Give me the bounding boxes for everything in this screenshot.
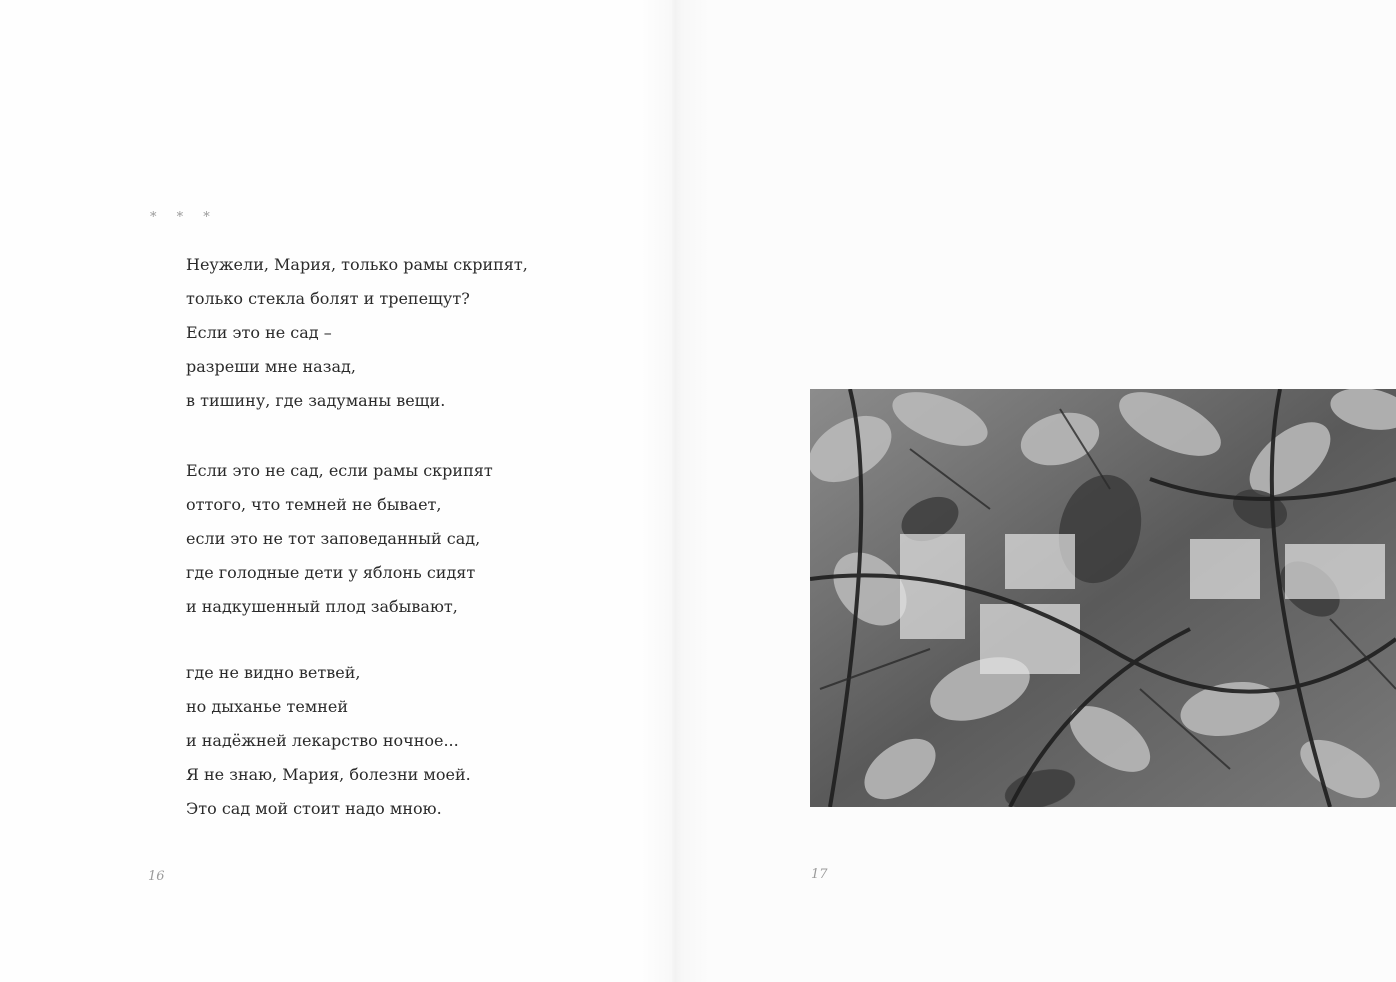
page-number-left: 16 (148, 869, 165, 884)
poem-line: только стекла болят и трепещут? (186, 289, 470, 308)
stanza-3 (186, 656, 471, 826)
stanza-2 (186, 454, 493, 624)
poem-line: Неужели, Мария, только рамы скрипят, (186, 255, 528, 274)
garden-photo (810, 389, 1396, 807)
book-gutter-shadow (640, 0, 710, 982)
poem-line: Я не знаю, Мария, болезни моей. (186, 765, 471, 784)
poem-line: где не видно ветвей, (186, 663, 361, 682)
poem-line: Если это не сад – (186, 323, 332, 342)
poem-line: если это не тот заповеданный сад, (186, 529, 481, 548)
photo-illustration (810, 389, 1396, 807)
poem-line: разреши мне назад, (186, 357, 356, 376)
poem-line: оттого, что темней не бывает, (186, 495, 442, 514)
poem-line: в тишину, где задуманы вещи. (186, 391, 446, 410)
poem-line: и надёжней лекарство ночное... (186, 731, 459, 750)
section-ornament: * * * (150, 210, 218, 225)
left-page (0, 0, 672, 982)
poem-line: Если это не сад, если рамы скрипят (186, 461, 493, 480)
page-number-right: 17 (811, 867, 828, 882)
poem-line: и надкушенный плод забывают, (186, 597, 458, 616)
poem-line: Это сад мой стоит надо мною. (186, 799, 442, 818)
poem-line: но дыханье темней (186, 697, 349, 716)
poem-line: где голодные дети у яблонь сидят (186, 563, 476, 582)
stanza-1 (186, 248, 528, 418)
